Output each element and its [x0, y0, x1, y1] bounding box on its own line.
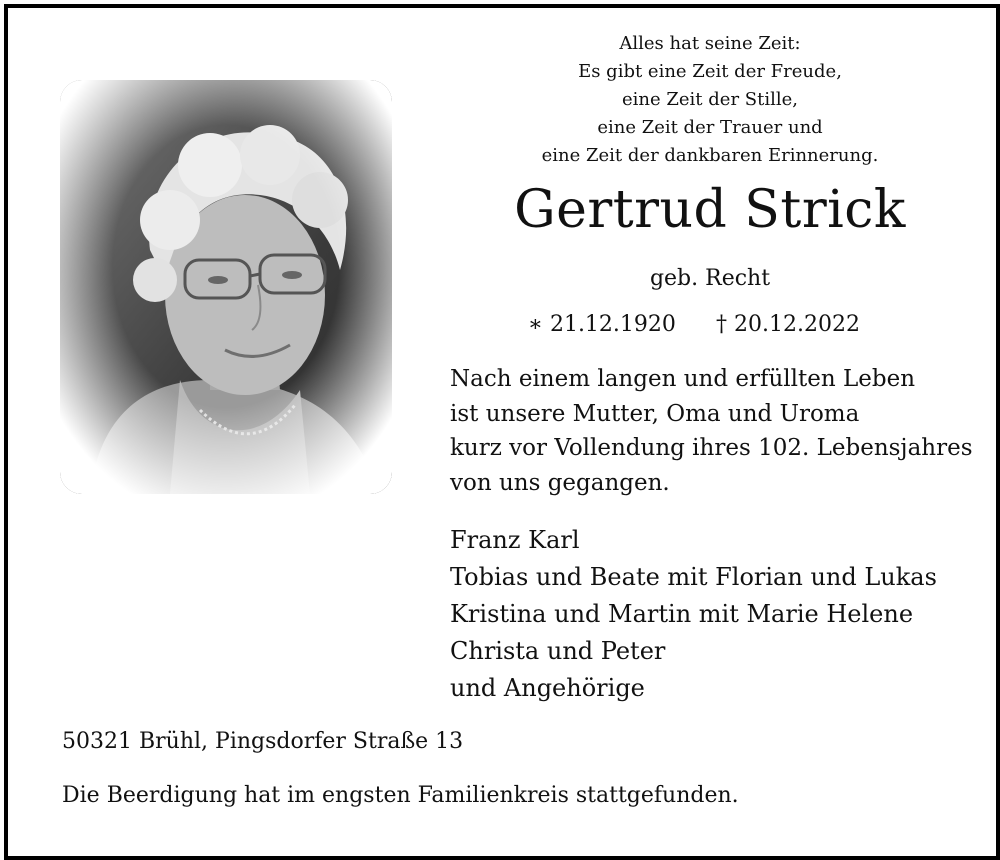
death-date: † 20.12.2022 — [716, 312, 860, 337]
birth-date: ∗ 21.12.1920 — [528, 312, 676, 337]
address: 50321 Brühl, Pingsdorfer Straße 13 — [62, 729, 464, 754]
message-line: Nach einem langen und erfüllten Leben — [450, 366, 916, 392]
poem — [500, 30, 920, 170]
mourner: Kristina und Martin mit Marie Helene — [450, 600, 914, 628]
mourner: Tobias und Beate mit Florian und Lukas — [450, 563, 937, 591]
poem-line: eine Zeit der dankbaren Erinnerung. — [541, 145, 879, 166]
mourner: Franz Karl — [450, 526, 580, 554]
message-line: von uns gegangen. — [450, 469, 670, 496]
mourner: Christa und Peter — [450, 637, 666, 665]
deceased-name: Gertrud Strick — [514, 180, 906, 240]
birth-name: geb. Recht — [649, 266, 771, 291]
poem-line: eine Zeit der Stille, — [622, 89, 798, 110]
mourner: und Angehörige — [450, 674, 645, 702]
poem-line: eine Zeit der Trauer und — [597, 117, 823, 138]
message-line: kurz vor Vollendung ihres 102. Lebensjahres — [450, 435, 973, 461]
mourners-list — [450, 522, 960, 707]
obituary-message — [450, 362, 973, 500]
poem-line: Es gibt eine Zeit der Freude, — [578, 61, 842, 82]
portrait-photo — [60, 80, 392, 494]
poem-line: Alles hat seine Zeit: — [619, 33, 801, 54]
message-line: ist unsere Mutter, Oma und Uroma — [450, 400, 860, 427]
funeral-note: Die Beerdigung hat im engsten Familienkreis stattgefunden. — [62, 783, 739, 808]
